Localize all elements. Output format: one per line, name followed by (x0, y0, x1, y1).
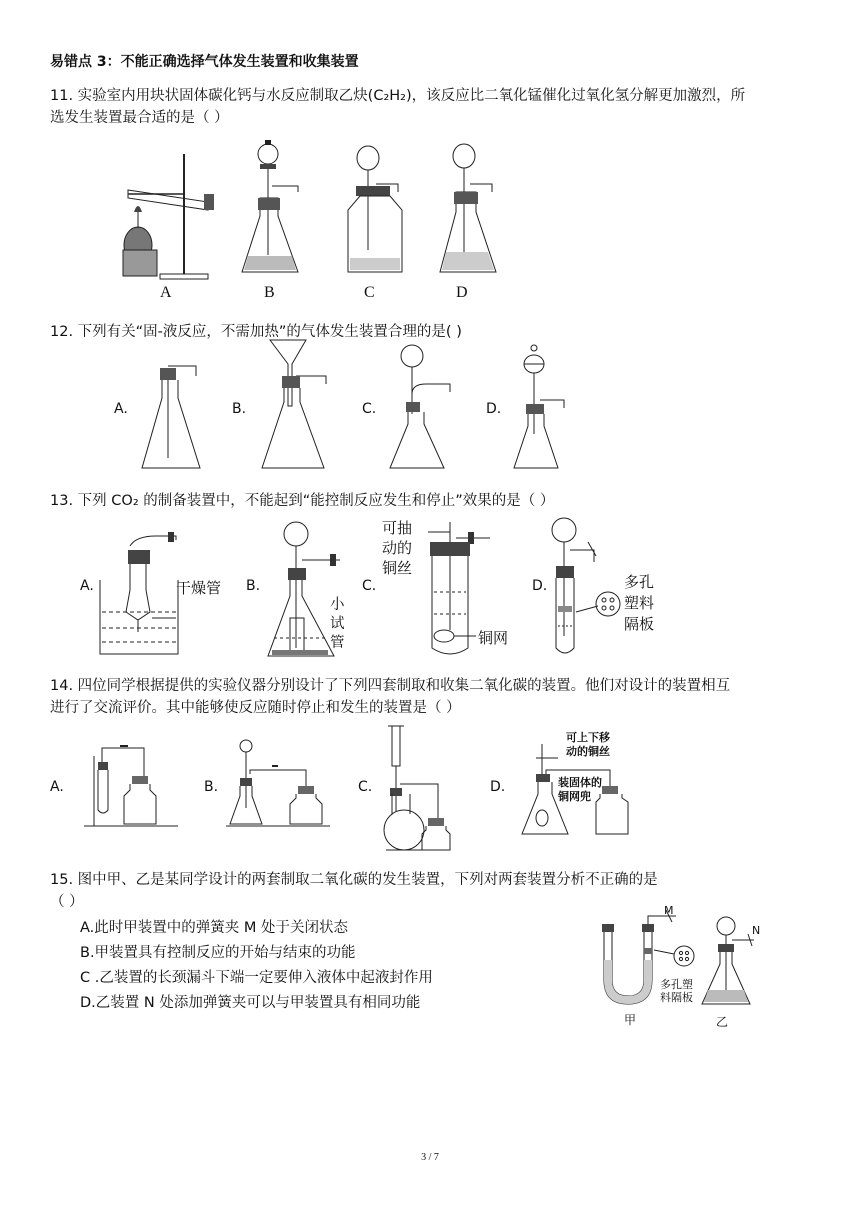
q14-annotation-d4: 铜网兜 (558, 790, 591, 803)
q13-annotation-c-bottom: 铜网 (478, 629, 509, 647)
q15-option-d: D.乙装置 N 处添加弹簧夹可以与甲装置具有相同功能 (80, 995, 421, 1011)
q13-label-b: B. (246, 578, 261, 594)
q15-stem-line1: 15. 图中甲、乙是某同学设计的两套制取二氧化碳的发生装置，下列对两套装置分析不正确的是 (50, 872, 658, 888)
q11-stem-line2: 选发生装置最合适的是（ ） (50, 110, 229, 126)
q12-label-d: D. (486, 401, 502, 417)
q12-label-b: B. (232, 401, 247, 417)
q15-label-m: M (664, 904, 674, 917)
q15-label-jia: 甲 (624, 1013, 637, 1027)
page-number: 3 / 7 (421, 1152, 439, 1163)
q11-label-d: D (456, 284, 468, 301)
q13-annotation-d: 多孔 塑料 隔板 (624, 573, 655, 633)
q12-label-c: C. (362, 401, 377, 417)
q13-stem-line1: 13. 下列 CO₂ 的制备装置中，不能起到“能控制反应发生和停止”效果的是（ ） (50, 493, 555, 509)
q12-label-a: A. (114, 401, 128, 417)
q15-stem-line2: （ ） (50, 894, 84, 910)
q13-label-a: A. (80, 578, 94, 594)
q14-annotation-d3: 装固体的 (558, 776, 602, 789)
q11-apparatus-d (438, 140, 508, 280)
q15-option-b: B.甲装置具有控制反应的开始与结束的功能 (80, 945, 356, 961)
q11-stem-line1: 11. 实验室内用块状固体碳化钙与水反应制取乙炔(C₂H₂)，该反应比二氧化锰催化过氧化氢分解更加激烈，所 (50, 88, 746, 104)
q11-apparatus-a (118, 150, 218, 280)
q13-apparatus-a (96, 520, 186, 660)
q14-label-a: A. (50, 779, 64, 795)
q13-label-d: D. (532, 578, 548, 594)
q14-label-c: C. (358, 779, 373, 795)
q13-annotation-b: 小 试 管 (330, 597, 345, 651)
q14-apparatus-c (378, 722, 478, 854)
q15-label-n: N (752, 924, 761, 937)
q12-apparatus-d (510, 344, 580, 474)
q15-option-a: A.此时甲装置中的弹簧夹 M 处于关闭状态 (80, 920, 349, 936)
q14-label-d: D. (490, 779, 506, 795)
q15-label-yi: 乙 (716, 1015, 729, 1029)
q13-annotation-a: 干燥管 (176, 579, 222, 597)
q11-label-c: C (364, 284, 375, 301)
q11-apparatus-c (340, 140, 410, 280)
q15-label-plate: 多孔塑 料隔板 (660, 978, 693, 1004)
q11-label-a: A (160, 284, 172, 301)
q14-label-b: B. (204, 779, 219, 795)
section-heading: 易错点 3：不能正确选择气体发生装置和收集装置 (50, 54, 359, 70)
q12-apparatus-b (256, 336, 336, 474)
q15-option-c: C .乙装置的长颈漏斗下端一定要伸入液体中起液封作用 (80, 970, 433, 986)
q12-stem-line1: 12. 下列有关“固-液反应，不需加热”的气体发生装置合理的是( ) (50, 324, 462, 340)
q14-annotation-d1: 可上下移 (566, 731, 610, 744)
q11-label-b: B (264, 284, 275, 301)
q14-annotation-d2: 动的铜丝 (566, 745, 610, 758)
q14-apparatus-b (226, 738, 336, 830)
q14-stem-line1: 14. 四位同学根据提供的实验仪器分别设计了下列四套制取和收集二氧化碳的装置。他们对设计的装置相互 (50, 678, 731, 694)
q12-apparatus-c (386, 344, 466, 474)
q14-apparatus-a (84, 740, 180, 830)
q11-apparatus-b (238, 140, 308, 280)
q12-apparatus-a (138, 358, 208, 474)
q13-label-c: C. (362, 578, 377, 594)
q13-apparatus-d (550, 516, 630, 662)
q14-stem-line2: 进行了交流评价。其中能够使反应随时停止和发生的装置是（ ） (50, 700, 461, 716)
q13-annotation-c-top: 可抽 动的 铜丝 (382, 519, 413, 577)
